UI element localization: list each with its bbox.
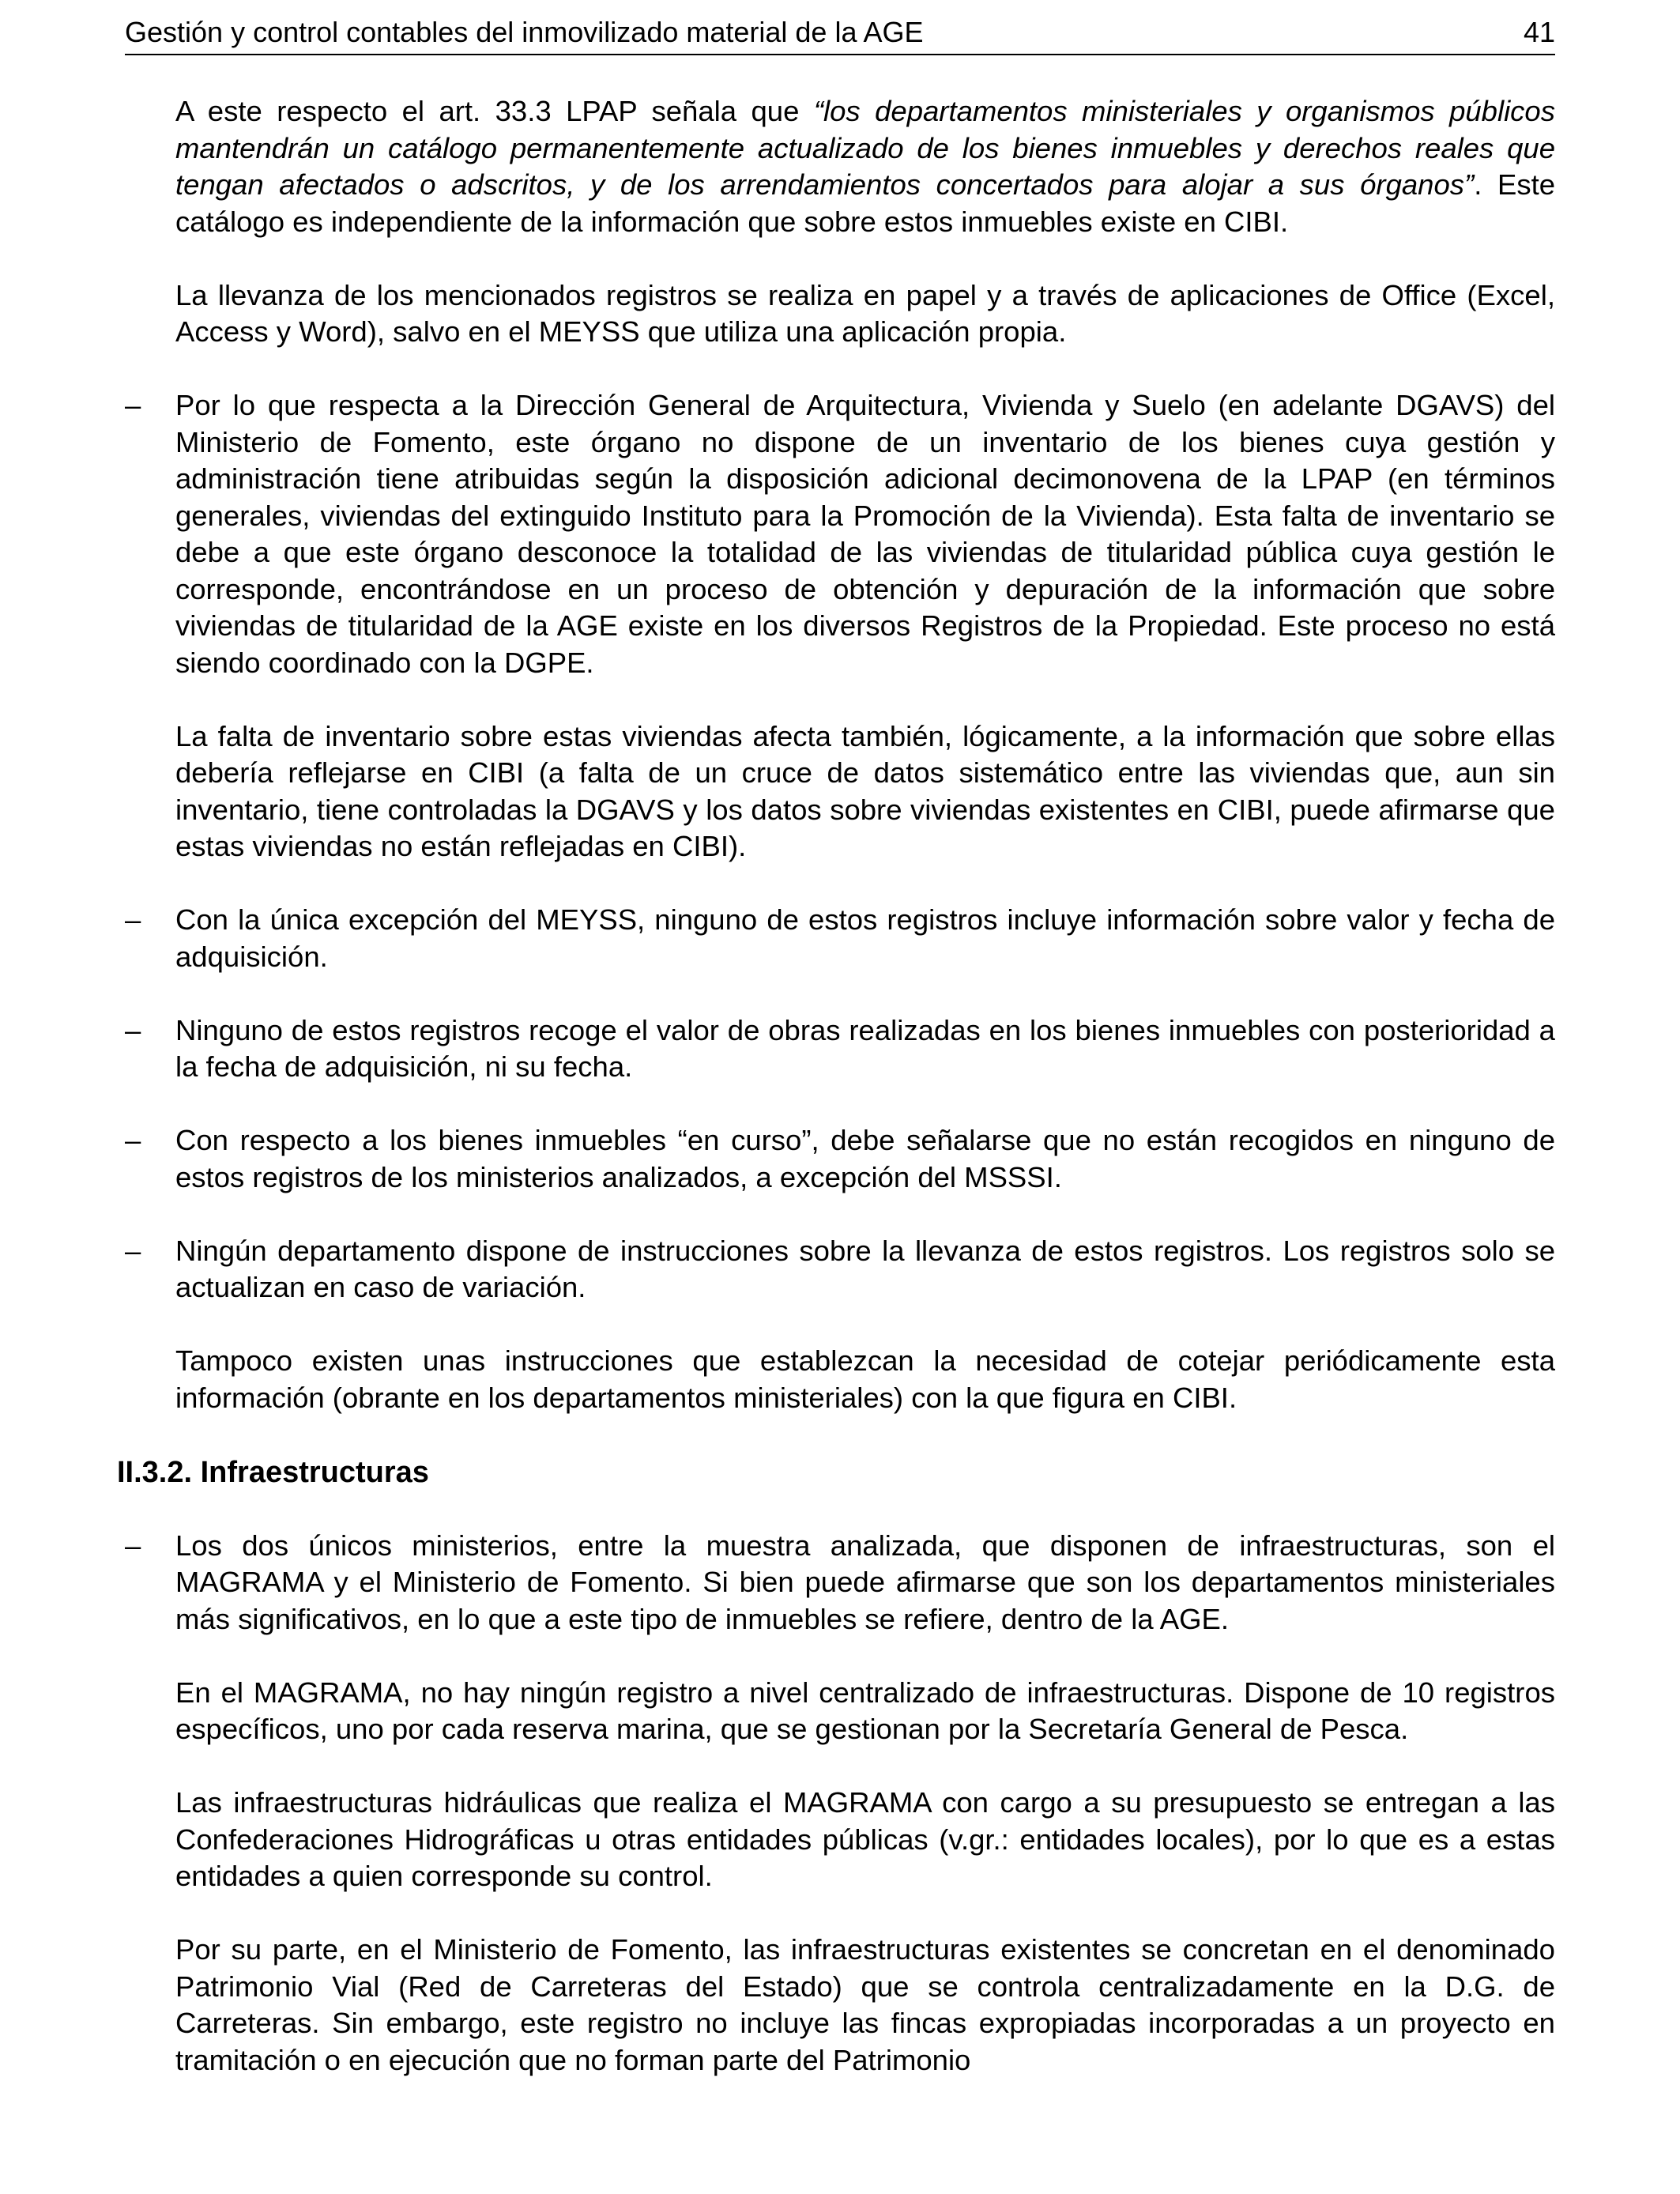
- list-item-text: Por lo que respecta a la Dirección General de Arquitectura, Vivienda y Suelo (en adelante DGAVS) del Ministerio de Fomento, este órgano no dispone de un inventario de los bienes cuya gestión y administración tiene atribuidas según la disposición adicional decimonovena de la LPAP (en términos generales, viviendas del extinguido Instituto para la Promoción de la Vivienda). Esta falta de inventario se debe a que este órgano desconoce la totalidad de las viviendas de titularidad pública cuya gestión le corresponde, encontrándose en un proceso de obtención y depuración de la información que sobre viviendas de titularidad de la AGE existe en los diversos Registros de la Propiedad. Este proceso no está siendo coordinado con la DGPE.: [175, 389, 1555, 679]
- list-item-text: Los dos únicos ministerios, entre la muestra analizada, que disponen de infraestructuras, son el MAGRAMA y el Ministerio de Fomento. Si bien puede afirmarse que son los departamentos ministeriales más significativos, en lo que a este tipo de inmuebles se refiere, dentro de la AGE.: [175, 1529, 1555, 1635]
- page-header: [125, 14, 1555, 55]
- paragraph-text: . Este catálogo es independiente de la información que sobre estos inmuebles existe en CIBI.: [175, 168, 1556, 238]
- paragraph-infraestructuras-hidraulicas: Las infraestructuras hidráulicas que realiza el MAGRAMA con cargo a su presupuesto se entregan a las Confederaciones Hidrográficas u otras entidades públicas (v.gr.: entidades locales), por lo que es a estas entidades a quien corresponde su control.: [175, 1786, 1555, 1892]
- list-item: [117, 1528, 1555, 1638]
- paragraph-text: A este respecto el art. 33.3 LPAP señala que: [175, 95, 814, 127]
- paragraph-registros-llevanza: La llevanza de los mencionados registros se realiza en papel y a través de aplicaciones de Office (Excel, Access y Word), salvo en el MEYSS que utiliza una aplicación propia.: [175, 278, 1555, 348]
- paragraph-instrucciones: Tampoco existen unas instrucciones que establezcan la necesidad de cotejar periódicamente esta información (obrante en los departamentos ministeriales) con la que figura en CIBI.: [175, 1344, 1555, 1414]
- paragraph-lpap-quote: [175, 93, 1555, 240]
- paragraph-falta-inventario: La falta de inventario sobre estas viviendas afecta también, lógicamente, a la información que sobre ellas debería reflejarse en CIBI (a falta de un cruce de datos sistemático entre las viviendas que, aun sin inventario, tiene controladas la DGAVS y los datos sobre viviendas existentes en CIBI, puede afirmarse que estas viviendas no están reflejadas en CIBI).: [175, 719, 1555, 862]
- list-item-text: Ningún departamento dispone de instrucciones sobre la llevanza de estos registros. Los registros solo se actualizan en caso de variación.: [175, 1234, 1555, 1303]
- list-item: [117, 1122, 1555, 1196]
- list-item-text: Ninguno de estos registros recoge el valor de obras realizadas en los bienes inmuebles con posterioridad a la fecha de adquisición, ni su fecha.: [175, 1013, 1555, 1083]
- list-item: [117, 1012, 1555, 1086]
- list-item: [117, 902, 1555, 975]
- bullet-dash: –: [125, 1013, 141, 1046]
- list-item-text: Con la única excepción del MEYSS, ninguno de estos registros incluye información sobre valor y fecha de adquisición.: [175, 903, 1555, 973]
- running-title: Gestión y control contables del inmovilizado material de la AGE: [125, 16, 924, 48]
- list-item: [117, 1233, 1555, 1306]
- bullet-dash: –: [125, 1234, 141, 1267]
- quoted-text: “los departamentos ministeriales y organismos públicos mantendrán un catálogo permanentemente actualizado de los bienes inmuebles y derechos reales que tengan afectados o adscritos, y de los arrendamientos concertados para alojar a sus órganos”: [175, 95, 1555, 201]
- document-body: [117, 93, 1555, 2079]
- bullet-dash: –: [125, 1529, 141, 1562]
- bullet-dash: –: [125, 389, 141, 421]
- page-number: 41: [1523, 16, 1555, 48]
- paragraph-patrimonio-vial: Por su parte, en el Ministerio de Fomento, las infraestructuras existentes se concretan en el denominado Patrimonio Vial (Red de Carreteras del Estado) que se controla centralizadamente en la D.G. de Carreteras. Sin embargo, este registro no incluye las fincas expropiadas incorporadas a un proyecto en tramitación o en ejecución que no forman parte del Patrimonio: [175, 1933, 1555, 2076]
- list-item: [117, 387, 1555, 681]
- section-heading: II.3.2. Infraestructuras: [117, 1456, 429, 1489]
- paragraph-magrama-registros: En el MAGRAMA, no hay ningún registro a nivel centralizado de infraestructuras. Dispone de 10 registros específicos, uno por cada reserva marina, que se gestionan por la Secretaría General de Pesca.: [175, 1676, 1555, 1745]
- list-item-text: Con respecto a los bienes inmuebles “en curso”, debe señalarse que no están recogidos en ninguno de estos registros de los ministerios analizados, a excepción del MSSSI.: [175, 1124, 1555, 1193]
- bullet-dash: –: [125, 903, 141, 936]
- bullet-dash: –: [125, 1124, 141, 1156]
